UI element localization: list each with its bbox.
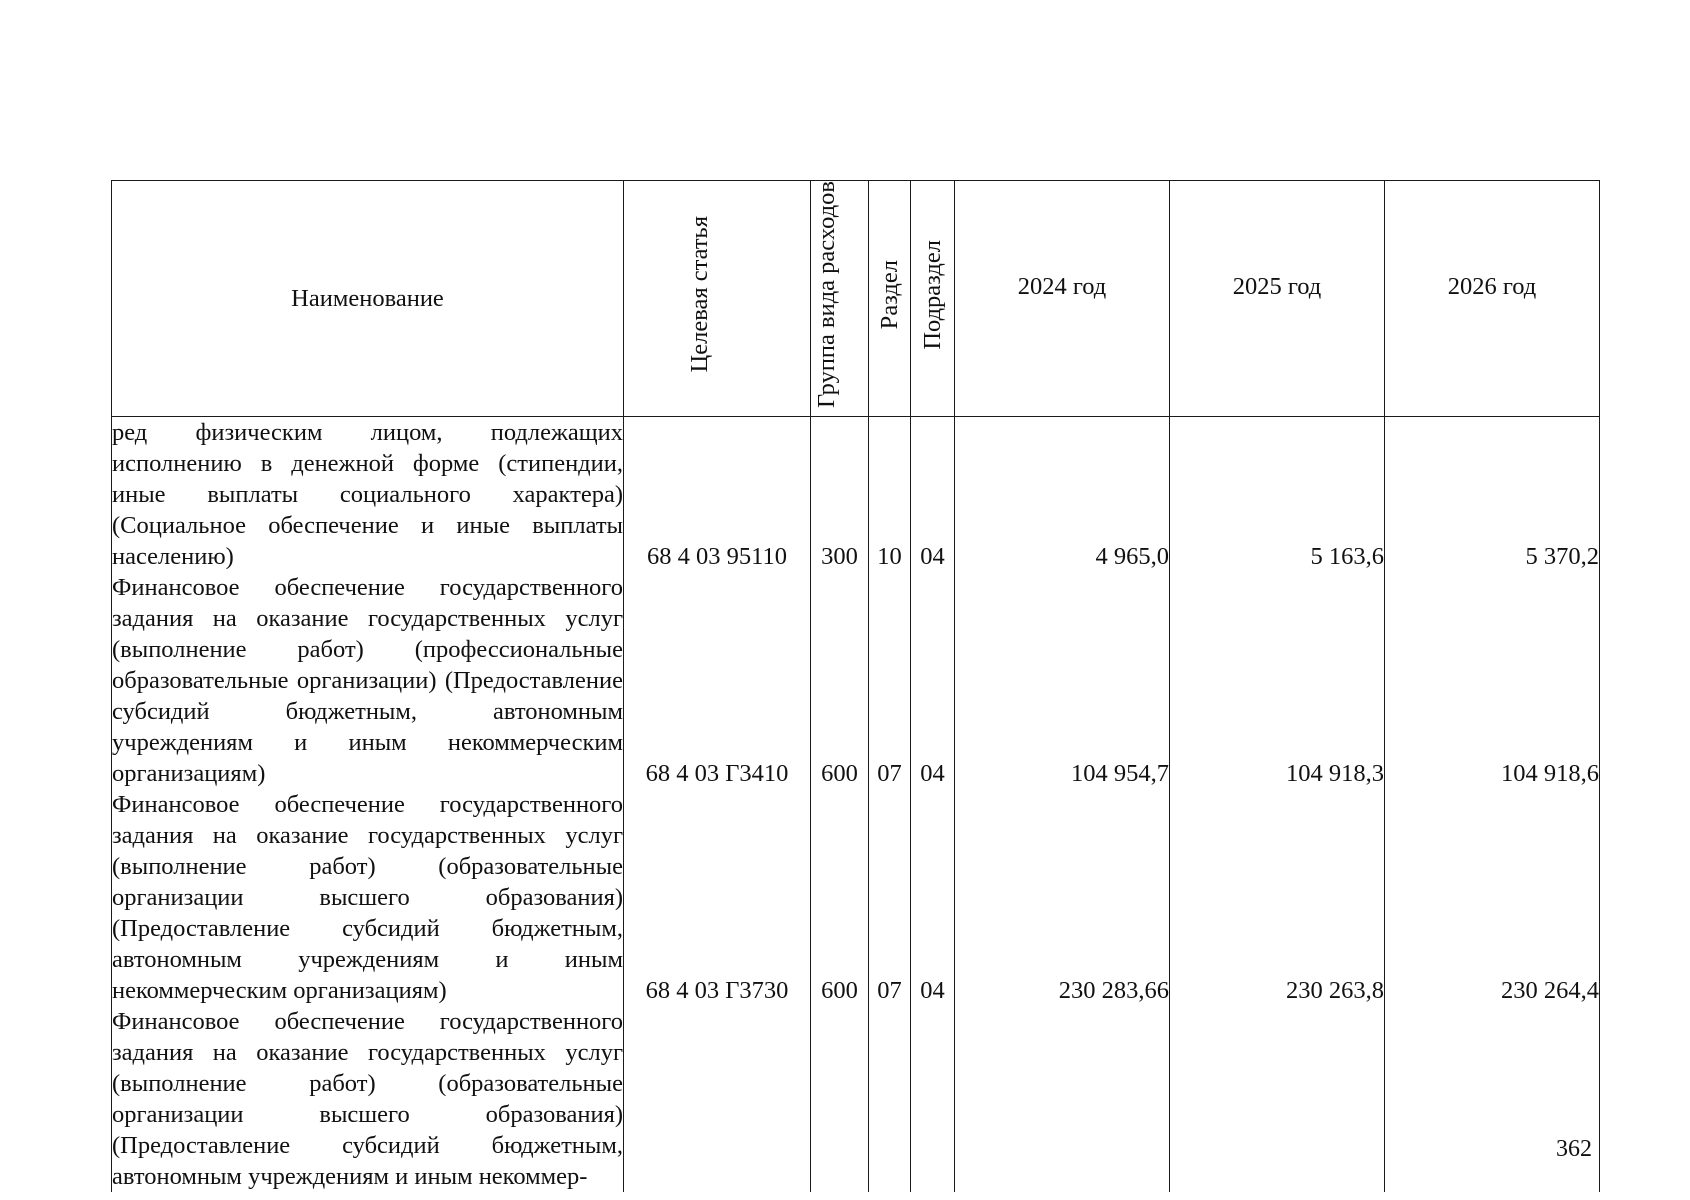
row-2024: 4 965,0 xyxy=(955,416,1170,572)
row-target xyxy=(624,1006,811,1192)
row-2024: 104 954,7 xyxy=(955,572,1170,789)
row-group: 600 xyxy=(811,789,869,1006)
row-group xyxy=(811,1006,869,1192)
row-2025: 5 163,6 xyxy=(1170,416,1385,572)
row-section: 07 xyxy=(869,572,911,789)
row-2026 xyxy=(1385,1006,1600,1192)
row-2025: 104 918,3 xyxy=(1170,572,1385,789)
table-row xyxy=(112,572,1600,789)
row-subsection: 04 xyxy=(911,789,955,1006)
row-name: Финансовое обеспечение государственного задания на оказание государственных услуг (выполнение работ) (профессиональные образовательные организации) (Предоставление субсидий бюджетным, автономным учреждениям и иным некоммерческим организациям) xyxy=(112,573,623,787)
row-section xyxy=(869,1006,911,1192)
row-name: ред физическим лицом, подлежащих исполнению в денежной форме (стипендии, иные выплаты социального характера) (Социальное обеспечение и иные выплаты населению) xyxy=(112,416,624,572)
header-2025: 2025 год xyxy=(1170,181,1385,417)
row-name: Финансовое обеспечение государственного задания на оказание государственных услуг (выполнение работ) (образовательные организации высшего образования) (Предоставление субсидий бюджетным, автономным учреждениям и иным некоммерческим организациям) xyxy=(112,790,623,1004)
row-2025: 230 263,8 xyxy=(1170,789,1385,1006)
header-target: Целевая статья xyxy=(624,181,811,417)
row-2026: 104 918,6 xyxy=(1385,572,1600,789)
header-2026: 2026 год xyxy=(1385,181,1600,417)
budget-table xyxy=(111,180,1600,1192)
row-2026: 230 264,4 xyxy=(1385,789,1600,1006)
row-section: 10 xyxy=(869,416,911,572)
row-subsection: 04 xyxy=(911,572,955,789)
header-name: Наименование xyxy=(112,181,624,417)
row-group: 600 xyxy=(811,572,869,789)
table-row xyxy=(112,1006,1600,1192)
table-row xyxy=(112,789,1600,1006)
table-row xyxy=(112,416,1600,572)
header-row xyxy=(112,181,1600,417)
row-group: 300 xyxy=(811,416,869,572)
page-number: 362 xyxy=(1556,1136,1592,1162)
row-subsection xyxy=(911,1006,955,1192)
row-subsection: 04 xyxy=(911,416,955,572)
header-subsection: Подраздел xyxy=(911,181,955,417)
row-2025 xyxy=(1170,1006,1385,1192)
row-2024: 230 283,66 xyxy=(955,789,1170,1006)
header-group: Группа вида расходов xyxy=(811,181,869,417)
header-section: Раздел xyxy=(869,181,911,417)
row-section: 07 xyxy=(869,789,911,1006)
header-2024: 2024 год xyxy=(955,181,1170,417)
row-target: 68 4 03 95110 xyxy=(624,416,811,572)
row-2026: 5 370,2 xyxy=(1385,416,1600,572)
row-2024 xyxy=(955,1006,1170,1192)
row-name: Финансовое обеспечение государственного задания на оказание государственных услуг (выполнение работ) (образовательные организации высшего образования) (Предоставление субсидий бюджетным, автономным учреждениям и иным некоммер- xyxy=(112,1007,623,1190)
row-target: 68 4 03 Г3730 xyxy=(624,789,811,1006)
row-target: 68 4 03 Г3410 xyxy=(624,572,811,789)
